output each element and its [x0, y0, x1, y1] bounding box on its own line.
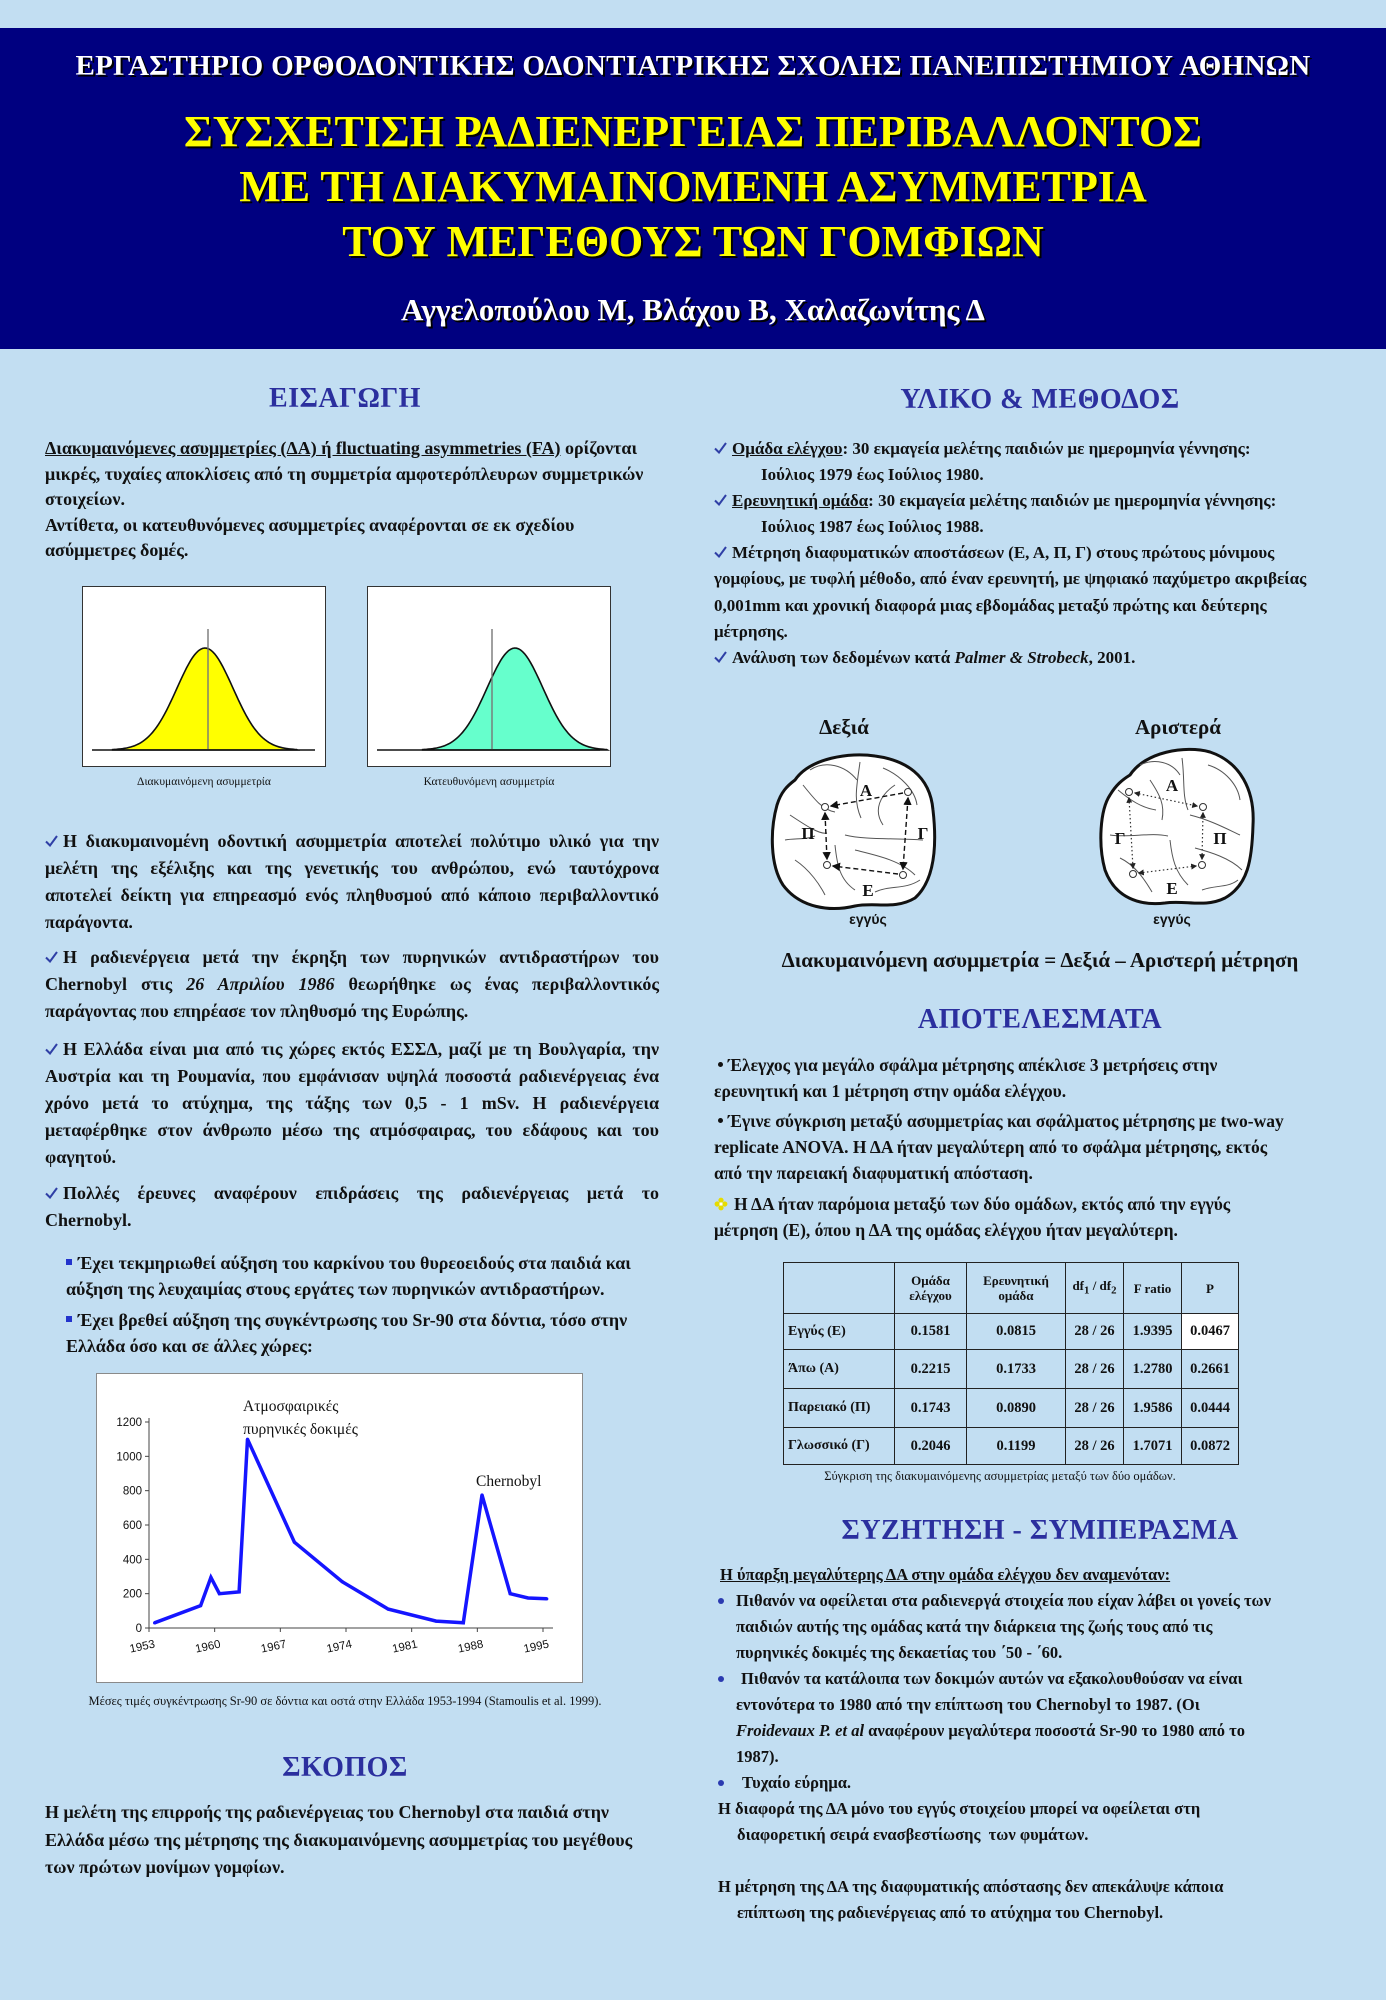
text-line: replicate ANOVA. Η ΔΑ ήταν μεγαλύτερη από το σφάλμα μέτρησης, εκτός — [714, 1137, 1268, 1157]
text-line: Chernobyl. — [45, 1210, 132, 1230]
row-label: Εγγύς (Ε) — [784, 1314, 895, 1350]
results-item-highlight — [714, 1191, 1314, 1243]
text-line: Η μέτρηση της ΔΑ της διαφυματικής απόστασης δεν απεκάλυψε κάποια — [718, 1877, 1224, 1896]
row-label: Παρειακό (Π) — [784, 1389, 895, 1428]
data-point — [293, 1541, 296, 1544]
text: Τυχαίο εύρημα. — [742, 1773, 852, 1792]
check-icon — [45, 1187, 58, 1199]
poster-header — [0, 28, 1386, 349]
text-line — [45, 1180, 659, 1207]
mesial-label: εγγύς — [849, 911, 887, 927]
text-line — [714, 488, 1314, 514]
aim-text — [45, 1799, 659, 1882]
figure-fluctuating-asymmetry — [82, 586, 326, 767]
data-point — [526, 1596, 529, 1599]
label-lingual: Γ — [917, 824, 929, 843]
table-header-study: Ερευνητική ομάδα — [967, 1263, 1066, 1314]
text-line — [714, 436, 1314, 462]
text-line: Η μελέτη της επιρροής της ραδιενέργειας του Chernobyl στα παιδιά στην — [45, 1802, 609, 1822]
x-tick-label: 1960 — [194, 1638, 222, 1656]
text-line — [45, 1036, 659, 1063]
data-point — [199, 1604, 202, 1607]
text-line — [714, 1666, 1314, 1692]
table-row — [784, 1428, 1239, 1465]
check-icon — [45, 835, 58, 847]
row-label: Άπω (Α) — [784, 1350, 895, 1389]
text: : 30 εκμαγεία μελέτης παιδιών με ημερομηνία γέννησης: — [842, 439, 1251, 458]
text: αναφέρουν μεγαλύτερα ποσοστά Sr-90 το 1980 από το — [864, 1721, 1246, 1740]
text-line: αύξηση της λευχαιμίας στους εργάτες των πυρηνικών αντιδραστήρων. — [66, 1279, 605, 1299]
cell-study: 0.0890 — [967, 1389, 1066, 1428]
label-lingual: Γ — [1114, 829, 1126, 848]
right-molar-diagram — [765, 740, 945, 915]
table-caption: Σύγκριση της διακυμαινόμενης ασυμμετρίας μεταξύ των δύο ομάδων. — [824, 1469, 1176, 1483]
y-tick-label: 1200 — [116, 1417, 142, 1429]
text-line — [45, 828, 659, 855]
text: , 2001. — [1088, 647, 1136, 667]
label-distal: Α — [859, 781, 873, 800]
text-line: αποτελεί δείκτη για επηρεασμό ενός πληθυσμού από κάποιο περιβαλλοντικό — [45, 885, 659, 905]
text-line — [66, 1307, 660, 1333]
bell-curve-chart — [368, 587, 610, 766]
data-point — [246, 1438, 249, 1441]
text-line — [714, 1718, 1314, 1744]
text-line — [714, 1770, 1314, 1796]
table-row — [784, 1314, 1239, 1350]
bell-curve — [113, 648, 298, 750]
sub-bullet — [66, 1307, 660, 1359]
data-point — [545, 1597, 548, 1600]
title-line: ΤΟΥ ΜΕΓΕΘΟΥΣ ΤΩΝ ΓΟΜΦΙΩΝ — [342, 217, 1044, 266]
text-line: ερευνητική και 1 μέτρηση στην ομάδα ελέγχου. — [714, 1081, 1067, 1101]
intro-bullet — [45, 1036, 659, 1171]
text-line: εντονότερα το 1980 από την επίπτωση του Chernobyl το 1987. (Οι — [736, 1695, 1200, 1714]
tooth-outline — [772, 755, 934, 909]
cell-f: 1.2780 — [1124, 1350, 1182, 1389]
df-subscript: 2 — [1111, 1284, 1117, 1297]
mesial-label: εγγύς — [1153, 911, 1191, 927]
text: Μέτρηση διαφυματικών αποστάσεων (Ε, Α, Π, Γ) στους πρώτους μόνιμους — [732, 543, 1275, 563]
cell-df: 28 / 26 — [1066, 1350, 1124, 1389]
text-line: διαφορετική σειρά ενασβεστίωσης των φυμάτων. — [737, 1825, 1089, 1844]
results-item — [714, 1108, 1314, 1186]
series-line — [155, 1439, 547, 1623]
text-line: μελέτη της εξέλιξης και της γενετικής του ανθρώπου, ενώ ταυτόχρονα — [45, 858, 659, 878]
figure-directional-asymmetry — [367, 586, 611, 767]
text-line — [714, 645, 1314, 671]
line-chart — [97, 1374, 582, 1682]
text-line: χρόνο μετά το ατύχημα, της τάξης των 0,5 - 1 mSv. Η ραδιενέργεια — [45, 1093, 659, 1113]
text-line — [714, 1052, 1314, 1078]
text-line — [66, 1250, 660, 1276]
label-buccal: Π — [1213, 829, 1227, 848]
sub-bullet — [66, 1250, 660, 1302]
text-line — [714, 1108, 1314, 1134]
asymmetry-formula: Διακυμαινόμενη ασυμμετρία = Δεξιά – Αριστερή μέτρηση — [781, 948, 1299, 972]
intro-definition — [45, 436, 670, 564]
cell-control: 0.2046 — [895, 1428, 967, 1465]
square-bullet-icon — [66, 1316, 72, 1322]
data-point — [387, 1608, 390, 1611]
data-point — [480, 1493, 483, 1496]
text-line: Ιούλιος 1979 έως Ιούλιος 1980. — [761, 465, 984, 485]
data-point — [153, 1621, 156, 1624]
y-tick-label: 200 — [122, 1588, 142, 1601]
y-tick-label: 400 — [122, 1554, 142, 1567]
annotation-nuclear-tests: Ατμοσφαιρικές — [243, 1398, 339, 1415]
cell-control: 0.2215 — [895, 1350, 967, 1389]
text-line: μεταφέρθηκε στον άνθρωπο μέσω της ατμόσφαιρας, του εδάφους και του — [45, 1120, 659, 1140]
cell-study: 0.1199 — [967, 1428, 1066, 1465]
cell-p: 0.2661 — [1182, 1350, 1239, 1389]
intro-bullet — [45, 828, 659, 936]
text: Έγινε σύγκριση μεταξύ ασυμμετρίας και σφάλματος μέτρησης με two-way — [728, 1111, 1284, 1131]
text-line: παράγοντας που επηρέασε τον πληθυσμό της Ευρώπης. — [45, 1001, 469, 1021]
table-header-f-ratio: F ratio — [1124, 1263, 1182, 1314]
text-line — [714, 1191, 1314, 1217]
bullet-icon — [718, 1118, 723, 1123]
text: Πολλές έρευνες αναφέρουν επιδράσεις της ραδιενέργειας μετά το — [63, 1183, 659, 1203]
diagram-title-left: Αριστερά — [1135, 715, 1221, 739]
y-tick-label: 800 — [122, 1485, 142, 1498]
text-line: επίπτωση της ραδιενέργειας από το ατύχημα του Chernobyl. — [737, 1903, 1164, 1922]
text: : 30 εκμαγεία μελέτης παιδιών με ημερομηνία γέννησης: — [868, 491, 1277, 511]
figure-caption: Διακυμαινόμενη ασυμμετρία — [137, 776, 271, 788]
text-line: 1987). — [736, 1747, 779, 1766]
data-point — [462, 1621, 465, 1624]
sr90-chart — [96, 1373, 583, 1683]
text-line: Ελλάδα μέσω της μέτρησης της διακυμαινόμενης ασυμμετρίας του μεγέθους — [45, 1829, 633, 1850]
text-line: μέτρησης. — [714, 621, 788, 641]
label-mesial: Ε — [862, 881, 874, 900]
text-line — [714, 540, 1314, 566]
section-heading-methods: ΥΛΙΚΟ & ΜΕΘΟΔΟΣ — [900, 384, 1180, 415]
text: Η ΔΑ ήταν παρόμοια μεταξύ των δύο ομάδων, εκτός από την εγγύς — [734, 1194, 1231, 1214]
date-italic: 26 Απριλίου 1986 — [186, 974, 335, 994]
section-heading-discussion: ΣΥΖΗΤΗΣΗ - ΣΥΜΠΕΡΑΣΜΑ — [841, 1515, 1239, 1546]
x-tick-label: 1995 — [522, 1638, 551, 1656]
citation-italic: Froidevaux P. et al — [736, 1721, 865, 1740]
text-line: Ελλάδα όσο και σε άλλες χώρες: — [66, 1336, 313, 1356]
y-tick-label: 1000 — [116, 1451, 142, 1464]
intro-bullet — [45, 1180, 659, 1234]
poster-title — [0, 104, 1386, 269]
text: Η Ελλάδα είναι μια από τις χώρες εκτός ΕΣΣΔ, μαζί με τη Βουλγαρία, την — [63, 1039, 659, 1059]
data-point — [218, 1592, 221, 1595]
table-header-p: P — [1182, 1263, 1239, 1314]
data-point — [341, 1580, 344, 1583]
bell-curve-chart — [83, 587, 325, 766]
data-point — [237, 1590, 240, 1593]
text: Έχει βρεθεί αύξηση της συγκέντρωσης του Sr-90 στα δόντια, τόσο στην — [78, 1310, 628, 1330]
text: Η ραδιενέργεια μετά την έκρηξη των πυρηνικών αντιδραστήρων του — [63, 947, 659, 967]
x-tick-label: 1953 — [128, 1638, 157, 1656]
text-line: μέτρηση (Ε), όπου η ΔΑ της ομάδας ελέγχου ήταν μεγαλύτερη. — [714, 1220, 1178, 1240]
cell-control: 0.1743 — [895, 1389, 967, 1428]
study-group-label: Ερευνητική ομάδα — [732, 491, 869, 511]
bullet-icon — [718, 1676, 724, 1682]
institution-name: ΕΡΓΑΣΤΗΡΙΟ ΟΡΘΟΔΟΝΤΙΚΗΣ ΟΔΟΝΤΙΑΤΡΙΚΗΣ ΣΧΟΛΗΣ ΠΑΝΕΠΙΣΤΗΜΙΟΥ ΑΘΗΝΩΝ — [75, 50, 1311, 82]
check-icon — [714, 651, 727, 663]
text-line: Ιούλιος 1987 έως Ιούλιος 1988. — [761, 517, 984, 537]
table-header-df — [1066, 1263, 1124, 1314]
table-header-control: Ομάδα ελέγχου — [895, 1263, 967, 1314]
text-line: πυρηνικές δοκιμές της δεκαετίας του ΄50 - ΄60. — [736, 1643, 1063, 1662]
table-header-empty — [784, 1263, 895, 1314]
text-line — [45, 436, 670, 462]
check-icon — [45, 951, 58, 963]
section-heading-aim: ΣΚΟΠΟΣ — [282, 1752, 408, 1783]
table-row — [784, 1350, 1239, 1389]
cell-study: 0.0815 — [967, 1314, 1066, 1350]
label-buccal: Π — [801, 824, 815, 843]
data-point — [509, 1592, 512, 1595]
text-line — [45, 971, 659, 998]
row-label: Γλωσσικό (Γ) — [784, 1428, 895, 1465]
text-line: μικρές, τυχαίες αποκλίσεις από τη συμμετρία αμφοτερόπλευρων συμμετρικών — [45, 463, 644, 484]
x-tick-label: 1981 — [391, 1638, 419, 1656]
text-line: από την παρειακή διαφυματική απόσταση. — [714, 1163, 1033, 1183]
text: Πιθανόν να οφείλεται στα ραδιενεργά στοιχεία που είχαν λάβει οι γονείς των — [736, 1591, 1271, 1610]
text-line: Η διαφορά της ΔΑ μόνο του εγγύς στοιχείου μπορεί να οφείλεται στη — [718, 1799, 1201, 1818]
star-bullet-icon — [714, 1197, 728, 1211]
text: ορίζονται — [560, 438, 638, 458]
y-tick-label: 0 — [135, 1623, 142, 1635]
title-line: ΜΕ ΤΗ ΔΙΑΚΥΜΑΙΝΟΜΕΝΗ ΑΣΥΜΜΕΤΡΙΑ — [239, 162, 1147, 211]
text-line: Αυστρία και τη Ρουμανία, που εμφάνισαν υψηλά ποσοστά ραδιενέργειας ένα — [45, 1066, 659, 1086]
cell-f: 1.7071 — [1124, 1428, 1182, 1465]
discussion-lead: Η ύπαρξη μεγαλύτερης ΔΑ στην ομάδα ελέγχου δεν αναμενόταν: — [720, 1565, 1171, 1584]
cell-control: 0.1581 — [895, 1314, 967, 1350]
annotation-nuclear-tests: πυρηνικές δοκιμές — [243, 1421, 358, 1438]
cell-df: 28 / 26 — [1066, 1428, 1124, 1465]
check-icon — [714, 442, 727, 454]
cell-p-significant: 0.0467 — [1182, 1314, 1239, 1350]
check-icon — [45, 1043, 58, 1055]
text-line: παράγοντα. — [45, 912, 133, 932]
label-mesial: Ε — [1166, 879, 1178, 898]
label-distal: Α — [1165, 776, 1179, 795]
cell-df: 28 / 26 — [1066, 1314, 1124, 1350]
text-line: στοιχείων. — [45, 489, 125, 509]
data-point — [209, 1576, 212, 1579]
bullet-icon — [718, 1780, 724, 1786]
text-line: παιδιών αυτής της ομάδας κατά την διάρκεια της ζωής τους από τις — [736, 1617, 1213, 1636]
table-row — [784, 1389, 1239, 1428]
section-heading-introduction: ΕΙΣΑΓΩΓΗ — [269, 383, 421, 414]
check-icon — [714, 546, 727, 558]
text: Chernobyl στις — [45, 974, 187, 994]
text-line — [714, 1588, 1314, 1614]
spacer — [714, 1848, 1314, 1874]
intro-bullet — [45, 944, 659, 1025]
text-line: των πρώτων μονίμων γομφίων. — [45, 1857, 285, 1877]
data-point — [434, 1620, 437, 1623]
discussion-text — [714, 1562, 1314, 1926]
df-subscript: 1 — [1084, 1284, 1090, 1297]
cell-df: 28 / 26 — [1066, 1389, 1124, 1428]
figure-caption: Κατευθυνόμενη ασυμμετρία — [423, 776, 555, 788]
chart-caption: Μέσες τιμές συγκέντρωσης Sr-90 σε δόντια και οστά στην Ελλάδα 1953-1994 (Stamoulis et al. 1999). — [88, 1694, 602, 1708]
text-line: ασύμμετρες δομές. — [45, 540, 189, 560]
text-line: Αντίθετα, οι κατευθυνόμενες ασυμμετρίες αναφέρονται σε εκ σχεδίου — [45, 514, 575, 535]
diagram-title-right: Δεξιά — [819, 715, 869, 739]
left-molar-diagram — [1090, 740, 1270, 915]
cell-study: 0.1733 — [967, 1350, 1066, 1389]
title-line: ΣΥΣΧΕΤΙΣΗ ΡΑΔΙΕΝΕΡΓΕΙΑΣ ΠΕΡΙΒΑΛΛΟΝΤΟΣ — [184, 107, 1202, 156]
results-table — [783, 1262, 1239, 1465]
bell-curve — [423, 648, 608, 750]
control-group-label: Ομάδα ελέγχου — [732, 439, 843, 458]
text-line: φαγητού. — [45, 1147, 117, 1167]
results-item — [714, 1052, 1314, 1104]
x-tick-label: 1974 — [325, 1638, 354, 1656]
text: θεωρήθηκε ως ένας περιβαλλοντικός — [334, 974, 659, 994]
check-icon — [714, 494, 727, 506]
cell-p: 0.0872 — [1182, 1428, 1239, 1465]
text: Ανάλυση των δεδομένων κατά — [732, 647, 955, 667]
cell-p: 0.0444 — [1182, 1389, 1239, 1428]
y-tick-label: 600 — [122, 1520, 142, 1532]
citation-italic: Palmer & Strobeck — [954, 647, 1089, 667]
text-line — [45, 944, 659, 971]
methods-list — [714, 436, 1314, 671]
cell-f: 1.9586 — [1124, 1389, 1182, 1428]
text-line: γομφίους, με τυφλή μέθοδο, από έναν ερευνητή, με ψηφιακό παχύμετρο ακριβείας — [714, 569, 1307, 589]
table-header-row — [784, 1263, 1239, 1314]
definition-term: Διακυμαινόμενες ασυμμετρίες (ΔΑ) ή fluctuating asymmetries (FA) — [45, 438, 561, 458]
x-tick-label: 1988 — [456, 1638, 485, 1656]
df-text: / df — [1089, 1277, 1112, 1293]
text: Έχει τεκμηριωθεί αύξηση του καρκίνου του θυρεοειδούς στα παιδιά και — [78, 1253, 631, 1273]
df-text: df — [1072, 1277, 1085, 1293]
text: Η διακυμαινομένη οδοντική ασυμμετρία αποτελεί πολύτιμο υλικό για την — [63, 831, 659, 851]
bullet-icon — [718, 1062, 723, 1067]
section-heading-results: ΑΠΟΤΕΛΕΣΜΑΤΑ — [917, 1004, 1163, 1035]
x-tick-label: 1967 — [259, 1638, 288, 1656]
bullet-icon — [718, 1598, 724, 1604]
square-bullet-icon — [66, 1259, 72, 1265]
cell-f: 1.9395 — [1124, 1314, 1182, 1350]
authors: Αγγελοπούλου Μ, Βλάχου Β, Χαλαζωνίτης Δ — [401, 292, 985, 327]
annotation-chernobyl: Chernobyl — [476, 1473, 542, 1490]
text: Έλεγχος για μεγάλο σφάλμα μέτρησης απέκλισε 3 μετρήσεις στην — [728, 1055, 1218, 1075]
text-line: 0,001mm και χρονική διαφορά μιας εβδομάδας μεταξύ πρώτης και δεύτερης — [714, 595, 1267, 615]
text: Πιθανόν τα κατάλοιπα των δοκιμών αυτών να εξακολουθούσαν να είναι — [741, 1669, 1243, 1688]
